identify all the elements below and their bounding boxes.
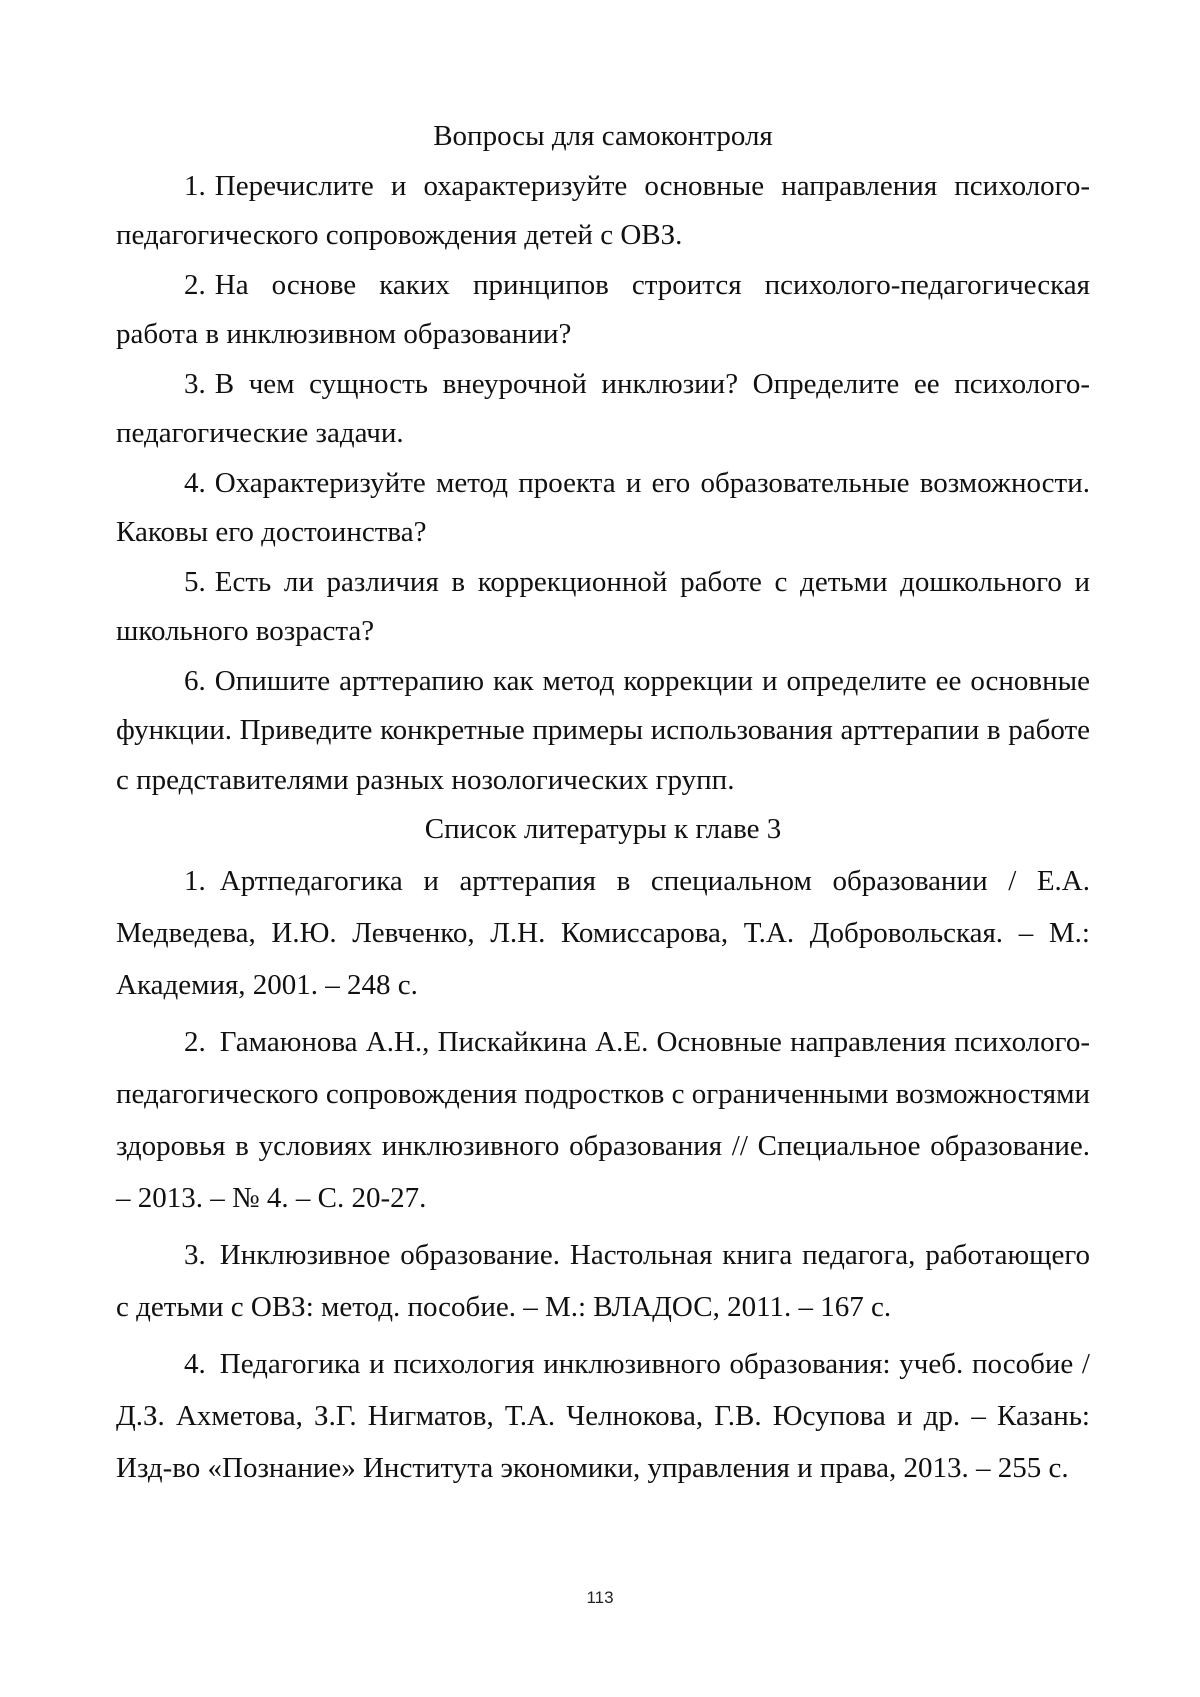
question-item-5	[116, 558, 1090, 657]
question-number: 4.	[184, 466, 206, 499]
question-number: 3.	[184, 367, 206, 400]
question-number: 6.	[184, 664, 206, 697]
reference-number: 4.	[184, 1347, 206, 1380]
reference-text: Инклюзивное образование. Настольная книга педагога, работающего с детьми с ОВЗ: метод. пособие. – М.: ВЛАДОС, 2011. – 167 с.	[116, 1238, 1090, 1323]
page-number: 113	[586, 1588, 614, 1607]
reference-text: Артпедагогика и арттерапия в специальном образовании / Е.А. Медведева, И.Ю. Левченко, Л.Н. Комиссарова, Т.А. Добровольская. – М.: Академия, 2001. – 248 с.	[116, 864, 1090, 1001]
reference-number: 1.	[184, 864, 206, 897]
question-number: 1.	[184, 169, 206, 202]
question-number: 2.	[184, 268, 206, 301]
question-item-4	[116, 459, 1090, 558]
reference-item-2	[116, 1016, 1090, 1224]
references-heading: Список литературы к главе 3	[424, 813, 782, 845]
question-item-1	[116, 162, 1090, 261]
page-body	[116, 112, 1090, 1494]
question-number: 5.	[184, 565, 206, 598]
question-item-3	[116, 360, 1090, 459]
question-text: Есть ли различия в коррекционной работе с детьми дошкольного и школьного возраста?	[116, 565, 1090, 647]
reference-number: 2.	[184, 1025, 206, 1058]
question-item-2	[116, 261, 1090, 360]
reference-item-4	[116, 1338, 1090, 1494]
questions-heading: Вопросы для самоконтроля	[433, 120, 773, 152]
question-text: В чем сущность внеурочной инклюзии? Определите ее психолого-педагогические задачи.	[116, 367, 1090, 449]
reference-number: 3.	[184, 1238, 206, 1271]
question-text: Опишите арттерапию как метод коррекции и определите ее основные функции. Приведите конкретные примеры использования арттерапии в работе с представителями разных нозологических групп.	[116, 664, 1090, 796]
question-text: Перечислите и охарактеризуйте основные направления психолого-педагогического сопровождения детей с ОВЗ.	[116, 169, 1090, 251]
reference-item-3	[116, 1229, 1090, 1333]
reference-text: Педагогика и психология инклюзивного образования: учеб. пособие / Д.З. Ахметова, З.Г. Нигматов, Т.А. Челнокова, Г.В. Юсупова и др. – Казань: Изд-во «Познание» Института экономики, управления и права, 2013. – 255 с.	[116, 1347, 1090, 1484]
question-text: Охарактеризуйте метод проекта и его образовательные возможности. Каковы его достоинства?	[116, 466, 1090, 548]
question-item-6	[116, 657, 1090, 806]
reference-text: Гамаюнова А.Н., Пискайкина А.Е. Основные направления психолого-педагогического сопровождения подростков с ограниченными возможностями здоровья в условиях инклюзивного образования // Специальное образование. – 2013. – № 4. – С. 20-27.	[116, 1025, 1090, 1214]
reference-item-1	[116, 855, 1090, 1011]
question-text: На основе каких принципов строится психолого-педагогическая работа в инклюзивном образовании?	[116, 268, 1090, 350]
